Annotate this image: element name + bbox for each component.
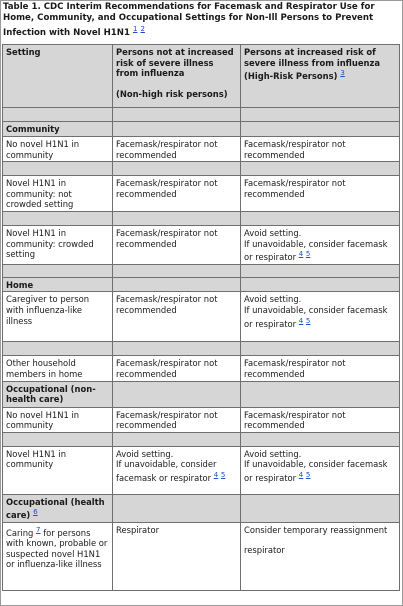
caption-ref-1[interactable]: 1 (132, 25, 138, 33)
non-high-risk-cell: Facemask/respirator not recommended (113, 226, 241, 265)
ref-4[interactable]: 4 (298, 250, 304, 259)
high-risk-cell: Facemask/respirator not recommended (241, 137, 400, 162)
ref-4[interactable]: 4 (213, 470, 219, 479)
section-row-home (3, 277, 400, 292)
caption-ref-2[interactable]: 2 (140, 25, 145, 33)
header-high-risk (241, 45, 400, 108)
section-row-occupational-non-health-care (3, 381, 400, 407)
table-row (3, 356, 400, 381)
ref-4[interactable]: 4 (298, 470, 304, 479)
non-high-risk-cell: Facemask/respirator not recommended (113, 176, 241, 212)
table-row (3, 407, 400, 432)
header-col2-sub: (Non-high risk persons) (116, 88, 228, 99)
table-row (3, 137, 400, 162)
respirator-text: respirator (244, 545, 285, 556)
section-label (3, 494, 113, 522)
high-risk-cell (241, 292, 400, 342)
header-non-high-risk (113, 45, 241, 108)
ref-5[interactable]: 5 (305, 316, 311, 325)
setting-cell: Novel H1N1 in community: not crowded setting (3, 176, 113, 212)
non-high-risk-cell (113, 446, 241, 494)
non-high-risk-cell: Respirator (113, 522, 241, 590)
high-risk-cell (241, 446, 400, 494)
spacer-row (3, 432, 400, 446)
section-label-text: Occupational (health care) (6, 496, 105, 521)
avoid-text: Avoid setting. (244, 228, 302, 239)
ref-6[interactable]: 6 (33, 508, 38, 517)
spacer-row (3, 212, 400, 226)
high-risk-cell: Facemask/respirator not recommended (241, 356, 400, 381)
table-row (3, 226, 400, 265)
avoid-text: Avoid setting. (244, 448, 302, 459)
unavoidable-text: If unavoidable, consider facemask or respirator (244, 238, 388, 263)
avoid-text: Avoid setting. (244, 294, 302, 305)
spacer-row (3, 162, 400, 176)
section-label: Community (3, 122, 113, 137)
table-row (3, 176, 400, 212)
high-risk-cell: Facemask/respirator not recommended (241, 176, 400, 212)
section-row-community (3, 122, 400, 137)
setting-cell: Novel H1N1 in community (3, 446, 113, 494)
unavoidable-text: If unavoidable, consider facemask or respirator (244, 459, 388, 483)
header-col2-title: Persons not at increased risk of severe illness from influenza (116, 47, 234, 79)
header-setting: Setting (3, 45, 113, 108)
spacer-row (3, 342, 400, 356)
ref-7[interactable]: 7 (36, 525, 41, 534)
non-high-risk-cell: Facemask/respirator not recommended (113, 137, 241, 162)
spacer-row (3, 264, 400, 277)
setting-cell: Other household members in home (3, 356, 113, 381)
caring-detail-text: for persons with known, probable or suspected novel H1N1 or influenza-like illness (6, 527, 108, 570)
high-risk-cell (241, 226, 400, 265)
avoid-text: Avoid setting. (116, 448, 174, 459)
table-row (3, 292, 400, 342)
section-label: Home (3, 277, 113, 292)
spacer-row (3, 108, 400, 122)
recommendations-table (2, 44, 400, 591)
table-caption (3, 2, 395, 39)
reassignment-text: Consider temporary reassignment (244, 524, 388, 535)
setting-cell (3, 522, 113, 590)
section-label: Occupational (non-health care) (3, 381, 113, 407)
ref-5[interactable]: 5 (305, 470, 311, 479)
non-high-risk-cell: Facemask/respirator not recommended (113, 292, 241, 342)
setting-cell: No novel H1N1 in community (3, 137, 113, 162)
header-col3-title: Persons at increased risk of severe illness from influenza (High-Risk Persons) (244, 47, 381, 81)
table-row (3, 446, 400, 494)
ref-5[interactable]: 5 (220, 470, 226, 479)
setting-cell: No novel H1N1 in community (3, 407, 113, 432)
unavoidable-text: If unavoidable, consider facemask or respirator (244, 304, 388, 329)
table-row (3, 522, 400, 590)
high-risk-cell (241, 522, 400, 590)
high-risk-cell: Facemask/respirator not recommended (241, 407, 400, 432)
caring-text: Caring (6, 527, 34, 538)
unavoidable-text: If unavoidable, consider facemask or respirator (116, 459, 217, 483)
non-high-risk-cell: Facemask/respirator not recommended (113, 356, 241, 381)
ref-4[interactable]: 4 (298, 316, 304, 325)
header-ref-3[interactable]: 3 (340, 69, 345, 78)
header-row (3, 45, 400, 108)
non-high-risk-cell: Facemask/respirator not recommended (113, 407, 241, 432)
setting-cell: Caregiver to person with influenza-like illness (3, 292, 113, 342)
ref-5[interactable]: 5 (305, 250, 311, 259)
setting-cell: Novel H1N1 in community: crowded setting (3, 226, 113, 265)
section-row-occupational-health-care (3, 494, 400, 522)
caption-text: Table 1. CDC Interim Recommendations for Facemask and Respirator Use for Home, Community, and Occupational Settings for Non-Ill Persons to Prevent Infection with Novel H1N1 (3, 2, 375, 38)
